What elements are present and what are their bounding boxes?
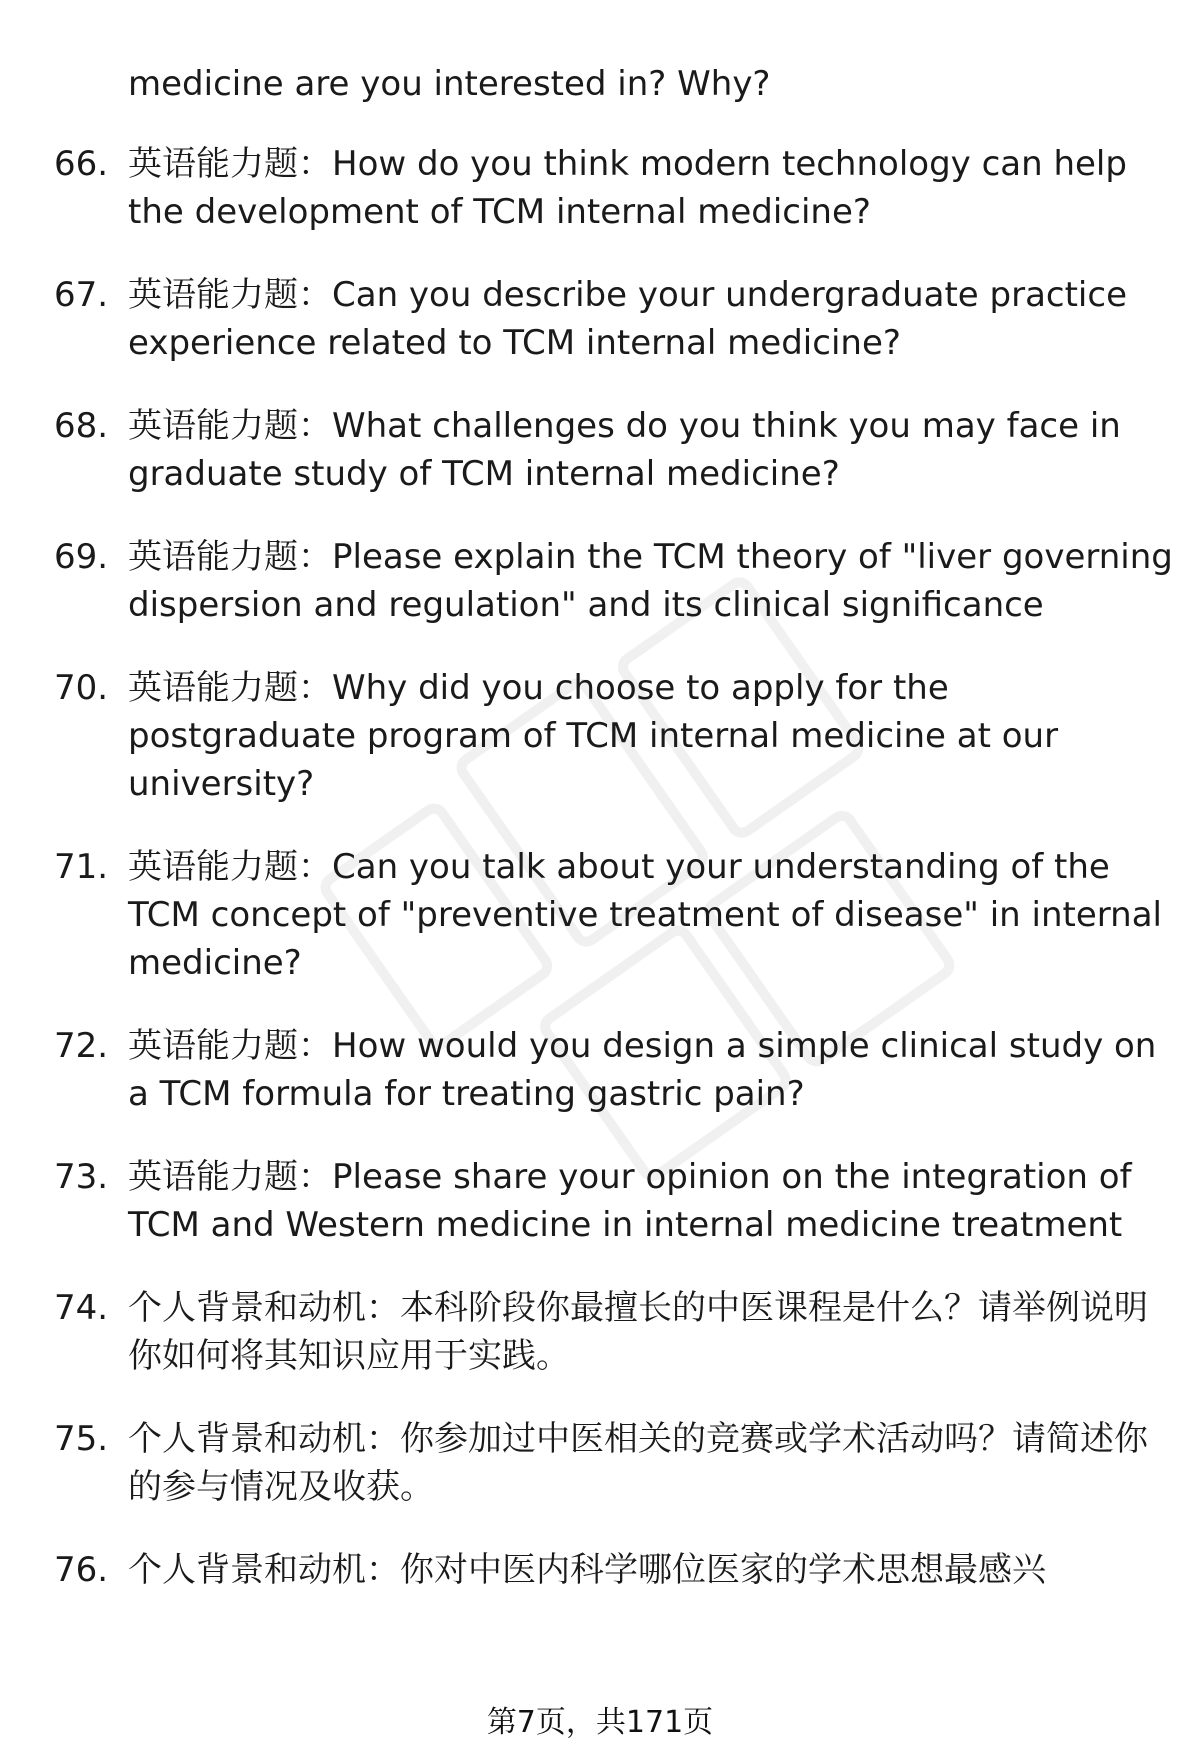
question-text: 个人背景和动机：你对中医内科学哪位医家的学术思想最感兴 [128,1550,1046,1590]
question-text: 英语能力题：Can you describe your undergraduate practice experience related to TCM internal medicine? [128,275,1127,363]
question-item [0,1546,1200,1594]
question-number: 69. [54,537,109,577]
question-list [0,140,1200,1629]
question-text: 英语能力题：Please share your opinion on the integration of TCM and Western medicine in internal medicine treatment [128,1157,1132,1245]
question-text: 英语能力题：How do you think modern technology can help the development of TCM internal medicine? [128,144,1127,232]
question-item [0,271,1200,367]
question-item [0,664,1200,808]
question-item [0,140,1200,236]
question-number: 73. [54,1157,109,1197]
question-item [0,1415,1200,1511]
question-number: 72. [54,1026,109,1066]
question-text: 英语能力题：Can you talk about your understanding of the TCM concept of "preventive treatment of disease" in internal medicine? [128,847,1162,983]
question-number: 70. [54,668,109,708]
question-text: 个人背景和动机：你参加过中医相关的竞赛或学术活动吗？请简述你的参与情况及收获。 [128,1419,1148,1507]
question-number: 68. [54,406,109,446]
question-item [0,843,1200,987]
question-item [0,533,1200,629]
question-number: 74. [54,1288,109,1328]
question-item [0,1284,1200,1380]
page-footer: 第7页，共171页 [486,1705,714,1740]
question-number: 76. [54,1550,109,1590]
question-text: 个人背景和动机：本科阶段你最擅长的中医课程是什么？请举例说明你如何将其知识应用于实践。 [128,1288,1148,1376]
continuation-text: medicine are you interested in? Why? [128,64,771,104]
question-number: 71. [54,847,109,887]
question-item [0,402,1200,498]
question-text: 英语能力题：Why did you choose to apply for the postgraduate program of TCM internal medicine at our university? [128,668,1059,804]
question-text: 英语能力题：Please explain the TCM theory of "liver governing dispersion and regulation" and its clinical significance [128,537,1173,625]
question-text: 英语能力题：What challenges do you think you may face in graduate study of TCM internal medicine? [128,406,1121,494]
question-number: 67. [54,275,109,315]
question-number: 75. [54,1419,109,1459]
question-number: 66. [54,144,109,184]
question-item [0,1153,1200,1249]
question-item [0,1022,1200,1118]
question-text: 英语能力题：How would you design a simple clinical study on a TCM formula for treating gastric pain? [128,1026,1157,1114]
